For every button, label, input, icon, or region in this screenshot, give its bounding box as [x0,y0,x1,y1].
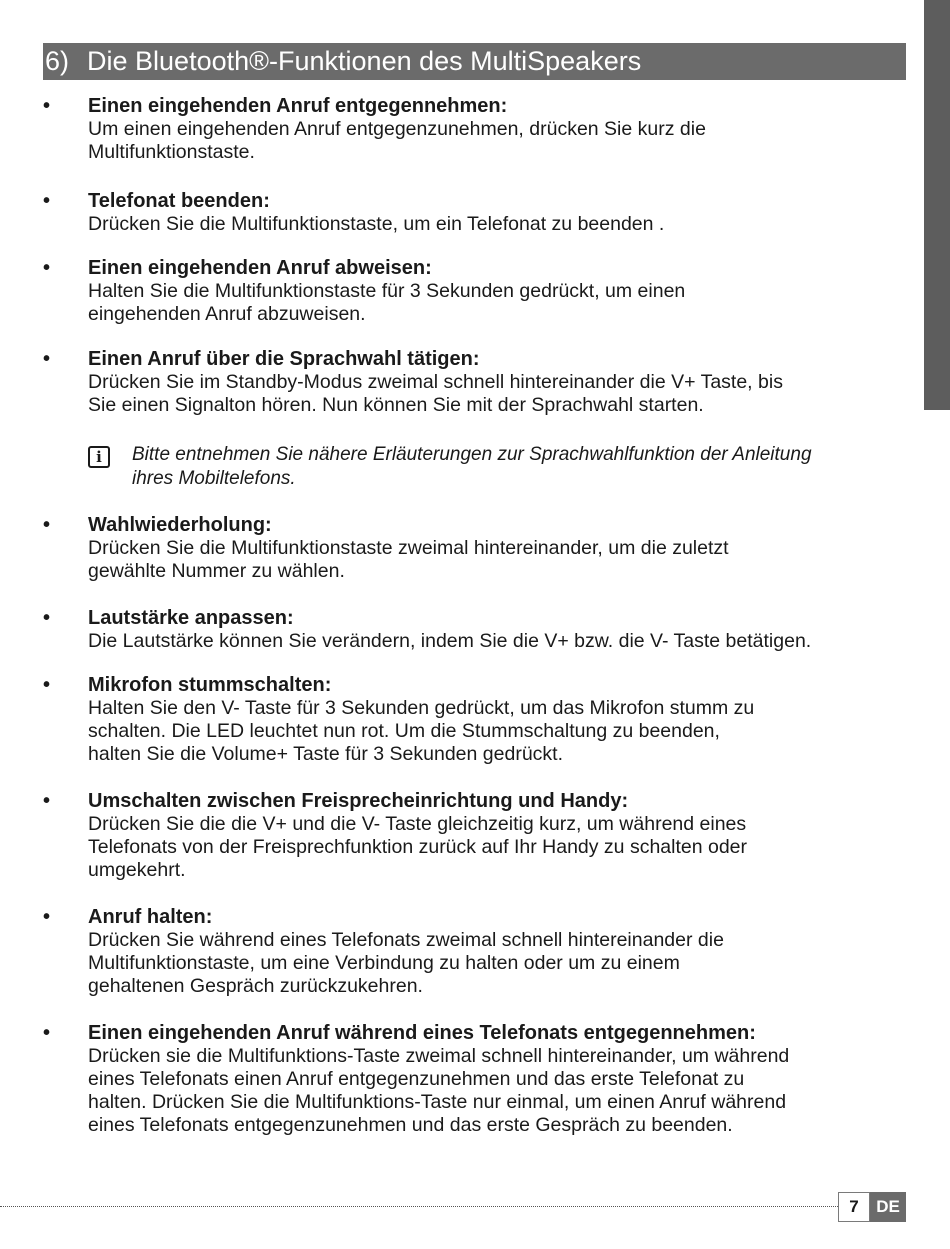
item-body [88,1045,913,1137]
item-body [88,630,913,653]
bullet: • [43,906,51,928]
item-title: Umschalten zwischen Freisprecheinrichtung und Handy: [88,790,629,812]
item-body [88,697,913,766]
bullet: • [43,790,51,812]
bullet: • [43,348,51,370]
list-item [43,347,913,417]
bullet: • [43,674,51,696]
item-line: halten Sie die Volume+ Taste für 3 Sekunden gedrückt. [88,743,563,765]
section-number: 6) [45,46,70,76]
item-line: schalten. Die LED leuchtet nun rot. Um die Stummschaltung zu beenden, [88,720,720,742]
page-number: 7 [838,1192,870,1222]
item-line: Halten Sie den V- Taste für 3 Sekunden gedrückt, um das Mikrofon stumm zu [88,697,755,719]
item-line: Drücken Sie die Multifunktionstaste zweimal hintereinander, um die zuletzt [88,537,729,559]
info-icon: i [88,446,110,468]
note-line: ihres Mobiltelefons. [132,468,296,489]
bullet: • [43,514,51,536]
item-line: Sie einen Signalton hören. Nun können Sie mit der Sprachwahl starten. [88,394,704,416]
item-line: gehaltenen Gespräch zurückzukehren. [88,975,423,997]
item-title: Einen eingehenden Anruf abweisen: [88,257,432,279]
language-tag: DE [870,1192,906,1222]
item-line: umgekehrt. [88,859,186,881]
list-item [43,673,913,766]
list-item [43,789,913,882]
item-line: Telefonats von der Freisprechfunktion zurück auf Ihr Handy zu schalten oder [88,836,748,858]
item-line: Drücken Sie im Standby-Modus zweimal schnell hintereinander die V+ Taste, bis [88,371,783,393]
item-title: Einen eingehenden Anruf während eines Telefonats entgegennehmen: [88,1022,756,1044]
item-title: Telefonat beenden: [88,190,270,212]
item-title: Lautstärke anpassen: [88,607,294,629]
list-item [43,256,913,326]
item-title: Wahlwiederholung: [88,514,272,536]
bullet: • [43,95,51,117]
info-note [88,443,908,491]
section-title: Die Bluetooth®-Funktionen des MultiSpeakers [87,46,642,76]
item-line: Drücken Sie die die V+ und die V- Taste gleichzeitig kurz, um während eines [88,813,747,835]
item-body [88,929,913,998]
bullet: • [43,607,51,629]
item-line: halten. Drücken Sie die Multifunktions-Taste nur einmal, um einen Anruf während [88,1091,787,1113]
list-item [43,1021,913,1137]
item-line: Drücken sie die Multifunktions-Taste zweimal schnell hintereinander, um während [88,1045,790,1067]
item-body [88,118,913,164]
item-body [88,371,913,417]
item-line: eingehenden Anruf abzuweisen. [88,303,366,325]
item-line: Halten Sie die Multifunktionstaste für 3 Sekunden gedrückt, um einen [88,280,686,302]
item-title: Anruf halten: [88,906,213,928]
item-line: eines Telefonats einen Anruf entgegenzunehmen und das erste Telefonat zu [88,1068,745,1090]
bullet: • [43,1022,51,1044]
list-item [43,905,913,998]
item-title: Mikrofon stummschalten: [88,674,332,696]
bullet: • [43,257,51,279]
list-item [43,189,913,236]
item-line: Multifunktionstaste. [88,141,255,163]
item-line: Um einen eingehenden Anruf entgegenzunehmen, drücken Sie kurz die [88,118,706,140]
item-line: Multifunktionstaste, um eine Verbindung zu halten oder um zu einem [88,952,680,974]
note-line: Bitte entnehmen Sie nähere Erläuterungen zur Sprachwahlfunktion der Anleitung [132,444,812,465]
item-line: gewählte Nummer zu wählen. [88,560,345,582]
item-body [88,537,913,583]
note-text [132,443,908,491]
bullet: • [43,190,51,212]
item-body [88,813,913,882]
item-body [88,280,913,326]
item-body [88,213,913,236]
item-title: Einen Anruf über die Sprachwahl tätigen: [88,348,480,370]
item-line: Drücken Sie während eines Telefonats zweimal schnell hintereinander die [88,929,724,951]
side-thumb-tab [924,0,950,410]
footer-dotted-rule [0,1206,838,1207]
list-item [43,94,913,164]
list-item [43,606,913,653]
item-line: Drücken Sie die Multifunktionstaste, um ein Telefonat zu beenden . [88,213,665,235]
item-line: eines Telefonats entgegenzunehmen und das erste Gespräch zu beenden. [88,1114,733,1136]
item-line: Die Lautstärke können Sie verändern, indem Sie die V+ bzw. die V- Taste betätigen. [88,630,812,652]
list-item [43,513,913,583]
section-header [43,43,906,80]
item-title: Einen eingehenden Anruf entgegennehmen: [88,95,508,117]
